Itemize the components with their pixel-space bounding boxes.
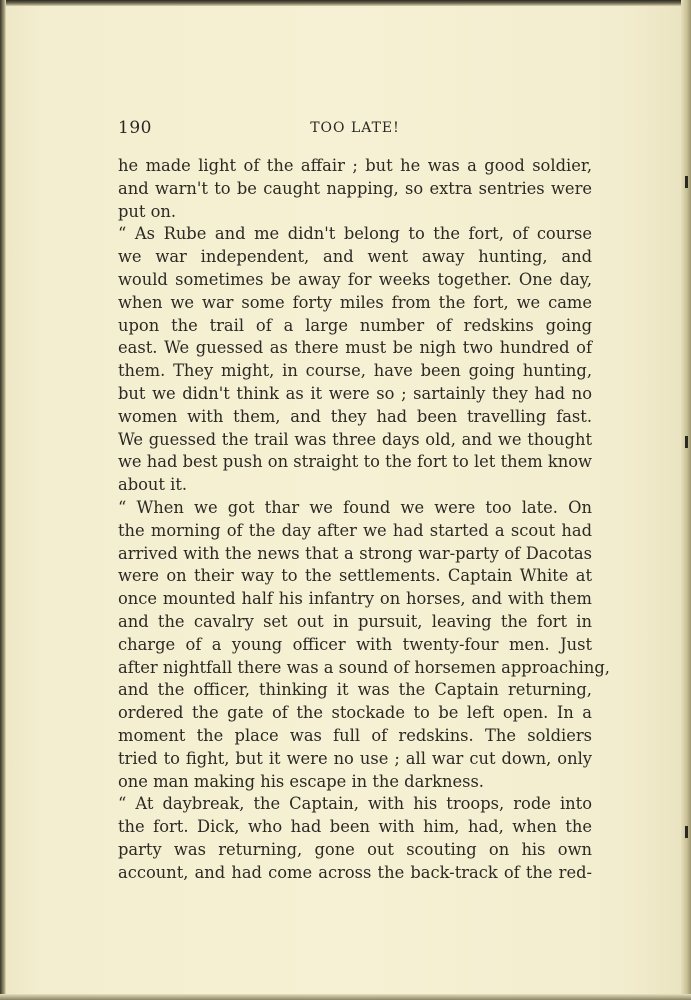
text-line: upon the trail of a large number of redskins going bbox=[118, 315, 592, 335]
text-line: them. They might, in course, have been going hunting, bbox=[118, 361, 592, 381]
text-line: we had best push on straight to the fort to let them know bbox=[118, 452, 592, 472]
text-line: ordered the gate of the stockade to be left open. In a bbox=[118, 703, 592, 723]
text-line: one man making his escape in the darkness. bbox=[118, 771, 484, 791]
text-line: about it. bbox=[118, 475, 188, 495]
page-number: 190 bbox=[118, 118, 152, 138]
text-line: and the cavalry set out in pursuit, leaving the fort in bbox=[118, 611, 592, 631]
body-text bbox=[118, 155, 610, 885]
text-line: “ As Rube and me didn't belong to the fort, of course bbox=[118, 224, 592, 244]
text-line: he made light of the affair ; but he was a good soldier, bbox=[118, 156, 592, 175]
text-line: were on their way to the settlements. Captain White at bbox=[118, 566, 592, 586]
text-line: would sometimes be away for weeks together. One day, bbox=[118, 269, 592, 289]
text-line: arrived with the news that a strong war-party of Dacotas bbox=[118, 543, 592, 563]
text-line: the fort. Dick, who had been with him, had, when the bbox=[118, 817, 592, 837]
text-line: after nightfall there was a sound of horsemen approaching, bbox=[118, 657, 610, 677]
page-right-edge bbox=[681, 0, 691, 1000]
text-line: once mounted half his infantry on horses, and with them bbox=[118, 589, 592, 609]
edge-mark bbox=[685, 176, 688, 188]
text-line: when we war some forty miles from the fort, we came bbox=[118, 292, 592, 312]
text-line: and warn't to be caught napping, so extra sentries were bbox=[118, 178, 592, 198]
edge-mark bbox=[685, 826, 688, 838]
text-line: but we didn't think as it were so ; sartainly they had no bbox=[118, 383, 592, 403]
text-line: “ When we got thar we found we were too late. On bbox=[118, 497, 592, 517]
text-line: we war independent, and went away hunting, and bbox=[118, 247, 592, 267]
text-line: “ At daybreak, the Captain, with his troops, rode into bbox=[118, 794, 592, 814]
text-line: tried to fight, but it were no use ; all war cut down, only bbox=[118, 748, 592, 768]
page-header bbox=[118, 118, 592, 138]
text-line: and the officer, thinking it was the Captain returning, bbox=[118, 680, 592, 700]
text-line: We guessed the trail was three days old, and we thought bbox=[118, 429, 592, 449]
text-line: charge of a young officer with twenty-four men. Just bbox=[118, 634, 592, 654]
edge-mark bbox=[685, 436, 688, 448]
text-line: east. We guessed as there must be nigh two hundred of bbox=[118, 338, 592, 358]
page-top-edge bbox=[0, 0, 691, 6]
text-line: party was returning, gone out scouting on his own bbox=[118, 839, 592, 859]
running-head: TOO LATE! bbox=[310, 120, 400, 136]
text-line: put on. bbox=[118, 201, 177, 221]
text-line: moment the place was full of redskins. The soldiers bbox=[118, 725, 592, 745]
text-line: the morning of the day after we had started a scout had bbox=[118, 520, 592, 540]
text-line: women with them, and they had been travelling fast. bbox=[118, 406, 592, 426]
page-bottom-edge bbox=[0, 994, 691, 1000]
page-left-edge bbox=[0, 0, 6, 1000]
text-line: account, and had come across the back-track of the red- bbox=[118, 862, 592, 882]
